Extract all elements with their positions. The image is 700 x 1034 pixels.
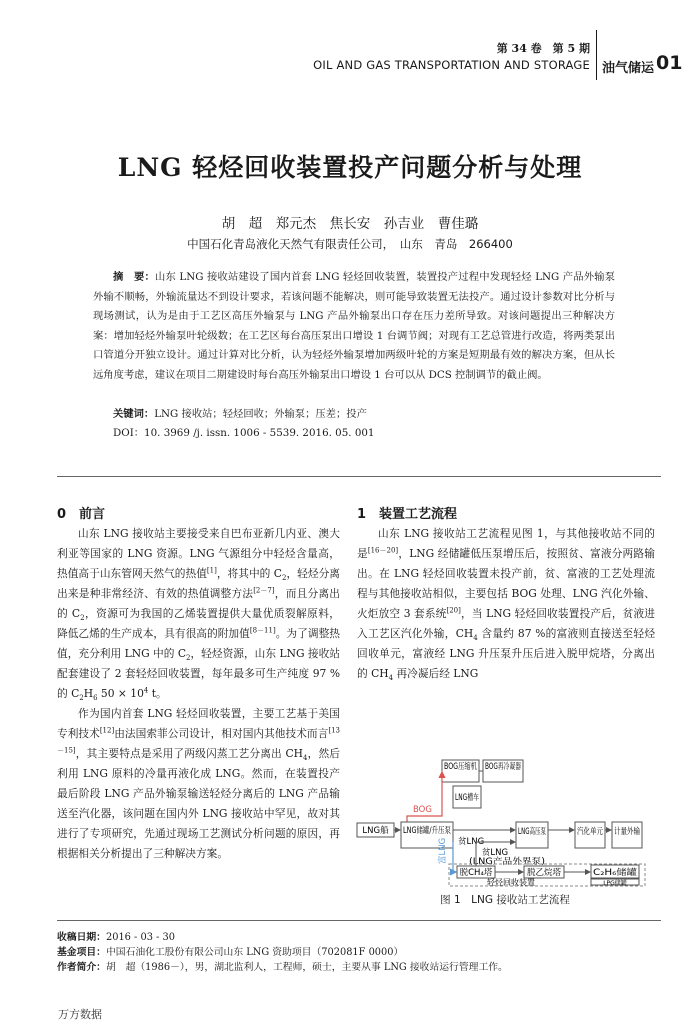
issue-info: 第 34 卷 第 5 期 <box>496 42 590 55</box>
divider-top <box>57 476 661 477</box>
lng-tank-truck-label: LNG槽车 <box>455 793 490 803</box>
keywords-text: LNG 接收站；轻烃回收；外输泵；压差；投产 <box>154 408 367 420</box>
deethanizer-label: 脱乙烷塔 <box>526 868 562 878</box>
keywords <box>113 405 615 423</box>
lean-label-2: 贫LNG <box>481 848 509 858</box>
bog-compressor-label: BOG压缩机 <box>444 762 489 772</box>
divider-bottom <box>57 920 661 921</box>
hp-pump-label: LNG高压泵 <box>518 827 562 837</box>
recovery-unit-label: 轻烃回收装置 <box>487 878 535 887</box>
journal-name: OIL AND GAS TRANSPORTATION AND STORAGE <box>313 58 590 72</box>
doi: DOI：10. 3969 /j. issn. 1006 - 5539. 2016. 05. 001 <box>113 427 375 439</box>
process-paragraph-1: 山东 LNG 接收站工艺流程见图 1，与其他接收站不同的是[16－20]，LNG 经储罐低压泵增压后，按照贫、富液分两路输出。在 LNG 轻烃回收装置未投产前，贫、富液的工艺处理流程与其他接收站相似，主要包括 BOG 处理、LNG 汽化外输、火炬放空 3 套系统[20]，当 LNG 轻烃回收装置投产后，贫液进入工艺区汽化外输，$CH_4$ 含量约 87 %的富液则直接送至轻烃回收单元，富液经 LNG 升压泵升压后进入脱甲烷塔，分离出的 $CH_4$ 再冷凝后经 LNG <box>357 527 656 683</box>
journal-brand: 油气储运 <box>602 61 655 76</box>
right-column <box>357 524 655 684</box>
keywords-label: 关键词： <box>113 408 155 420</box>
lng-ship-label: LNG船 <box>362 826 389 836</box>
abstract-label: 摘 要： <box>113 271 155 283</box>
header-divider <box>596 30 597 80</box>
authors: 胡 超 郑元杰 焦长安 孙吉业 曹佳璐 <box>221 216 479 232</box>
lean-label-1: 贫LNG <box>458 837 485 847</box>
vaporizer-label: 汽化单元 <box>577 827 612 837</box>
figure-caption: 图 1 LNG 接收站工艺流程 <box>440 894 570 906</box>
received-date: 收稿日期：2016 - 03 - 30 <box>57 932 175 943</box>
left-column <box>57 524 340 864</box>
fund-info: 基金项目：中国石油化工股份有限公司山东 LNG 资助项目（702081F 0000） <box>57 947 404 958</box>
paper-title: LNG 轻烃回收装置投产问题分析与处理 <box>117 153 583 182</box>
c2-tank-label: C₂H₆储罐 <box>593 868 630 878</box>
bog-line-label: BOG <box>413 805 432 815</box>
watermark: 万方数据 <box>58 1008 102 1021</box>
process-flow-diagram <box>355 758 655 888</box>
rich-line-label: 富LNG <box>438 837 448 864</box>
storage-pump-label: LNG储罐/升压泵 <box>403 826 467 836</box>
demethanizer-label: 脱CH₄塔 <box>459 868 493 878</box>
product-pump-label: (LNG产品外界泵) <box>469 857 536 867</box>
abstract <box>93 268 615 385</box>
intro-paragraph-1: 山东 LNG 接收站主要接受来自巴布亚新几内亚、澳大利亚等国家的 LNG 资源。LNG 气源组分中轻烃含量高，热值高于山东管网天然气的热值[1]，将其中的 $C_2$，轻烃分离出来是种非常经济、有效的热值调整方法[2－7]，而且分离出的 $C_2$，资源可为我国的乙烯装置提供大量优质裂解原料，降低乙烯的生产成本，具有很高的附加值[8－11]。为了调整热值，充分利用 LNG 中的 $C_2$，轻烃资源，山东 LNG 接收站配套建设了 2 套轻烃回收装置，每年最多可生产纯度 97 %的 $C_2H_6$ $50 \times 10^4$ t。 <box>57 527 340 703</box>
affiliation: 中国石化青岛液化天然气有限责任公司， 山东 青岛 266400 <box>187 237 513 251</box>
lpg-tank-label: LPG储罐 <box>603 880 627 887</box>
metering-label: 计量外输 <box>614 827 649 837</box>
page-number: 01 <box>656 52 683 74</box>
author-bio: 作者简介：胡 超（1986－），男，湖北监利人，工程师，硕士，主要从事 LNG 接收站运行管理工作。 <box>57 962 508 973</box>
bog-condenser-label: BOG再冷凝器 <box>485 762 538 772</box>
intro-paragraph-2: 作为国内首套 LNG 轻烃回收装置，主要工艺基于美国专利技术[12]由法国索菲公司设计，相对国内其他技术而言[13－15]，其主要特点是采用了两级闪蒸工艺分离出 $CH_4$，然后利用 LNG 原料的冷量再液化成 LNG。然而，在装置投产最后阶段 LNG 产品外输泵输送轻烃分离后的 LNG 产品输送至汽化器，该问题在国内外 LNG 接收站中罕见，故对其进行了专项研究，先通过现场工艺测试分析问题的原因，再根据相关分析提出了三种解决方案。 <box>57 707 340 860</box>
section-1-title: 1 装置工艺流程 <box>357 507 458 522</box>
section-0-title: 0 前言 <box>57 507 106 522</box>
abstract-text: 山东 LNG 接收站建设了国内首套 LNG 轻烃回收装置，装置投产过程中发现轻烃 LNG 产品外输泵外输不顺畅，外输流量达不到设计要求，若该问题不能解决，则可能导致装置无法投产。通过设计参数对比分析与现场测试，认为是由于工艺区高压外输泵与 LNG 产品外输泵出口存在压力差所导致。对该问题提出三种解决方案：增加轻烃外输泵叶轮级数；在工艺区每台高压泵出口增设 1 台调节阀；对现有工艺总管进行改造，将两类泵出口管道分开独立设计。通过计算对比分析，认为轻烃外输泵增加两级叶轮的方案是短期最有效的解决方案，但从长远角度考虑，建议在项目二期建设时每台高压外输泵出口增设 1 台可以从 DCS 控制调节的截止阀。 <box>93 271 615 381</box>
rich-line <box>453 842 456 872</box>
